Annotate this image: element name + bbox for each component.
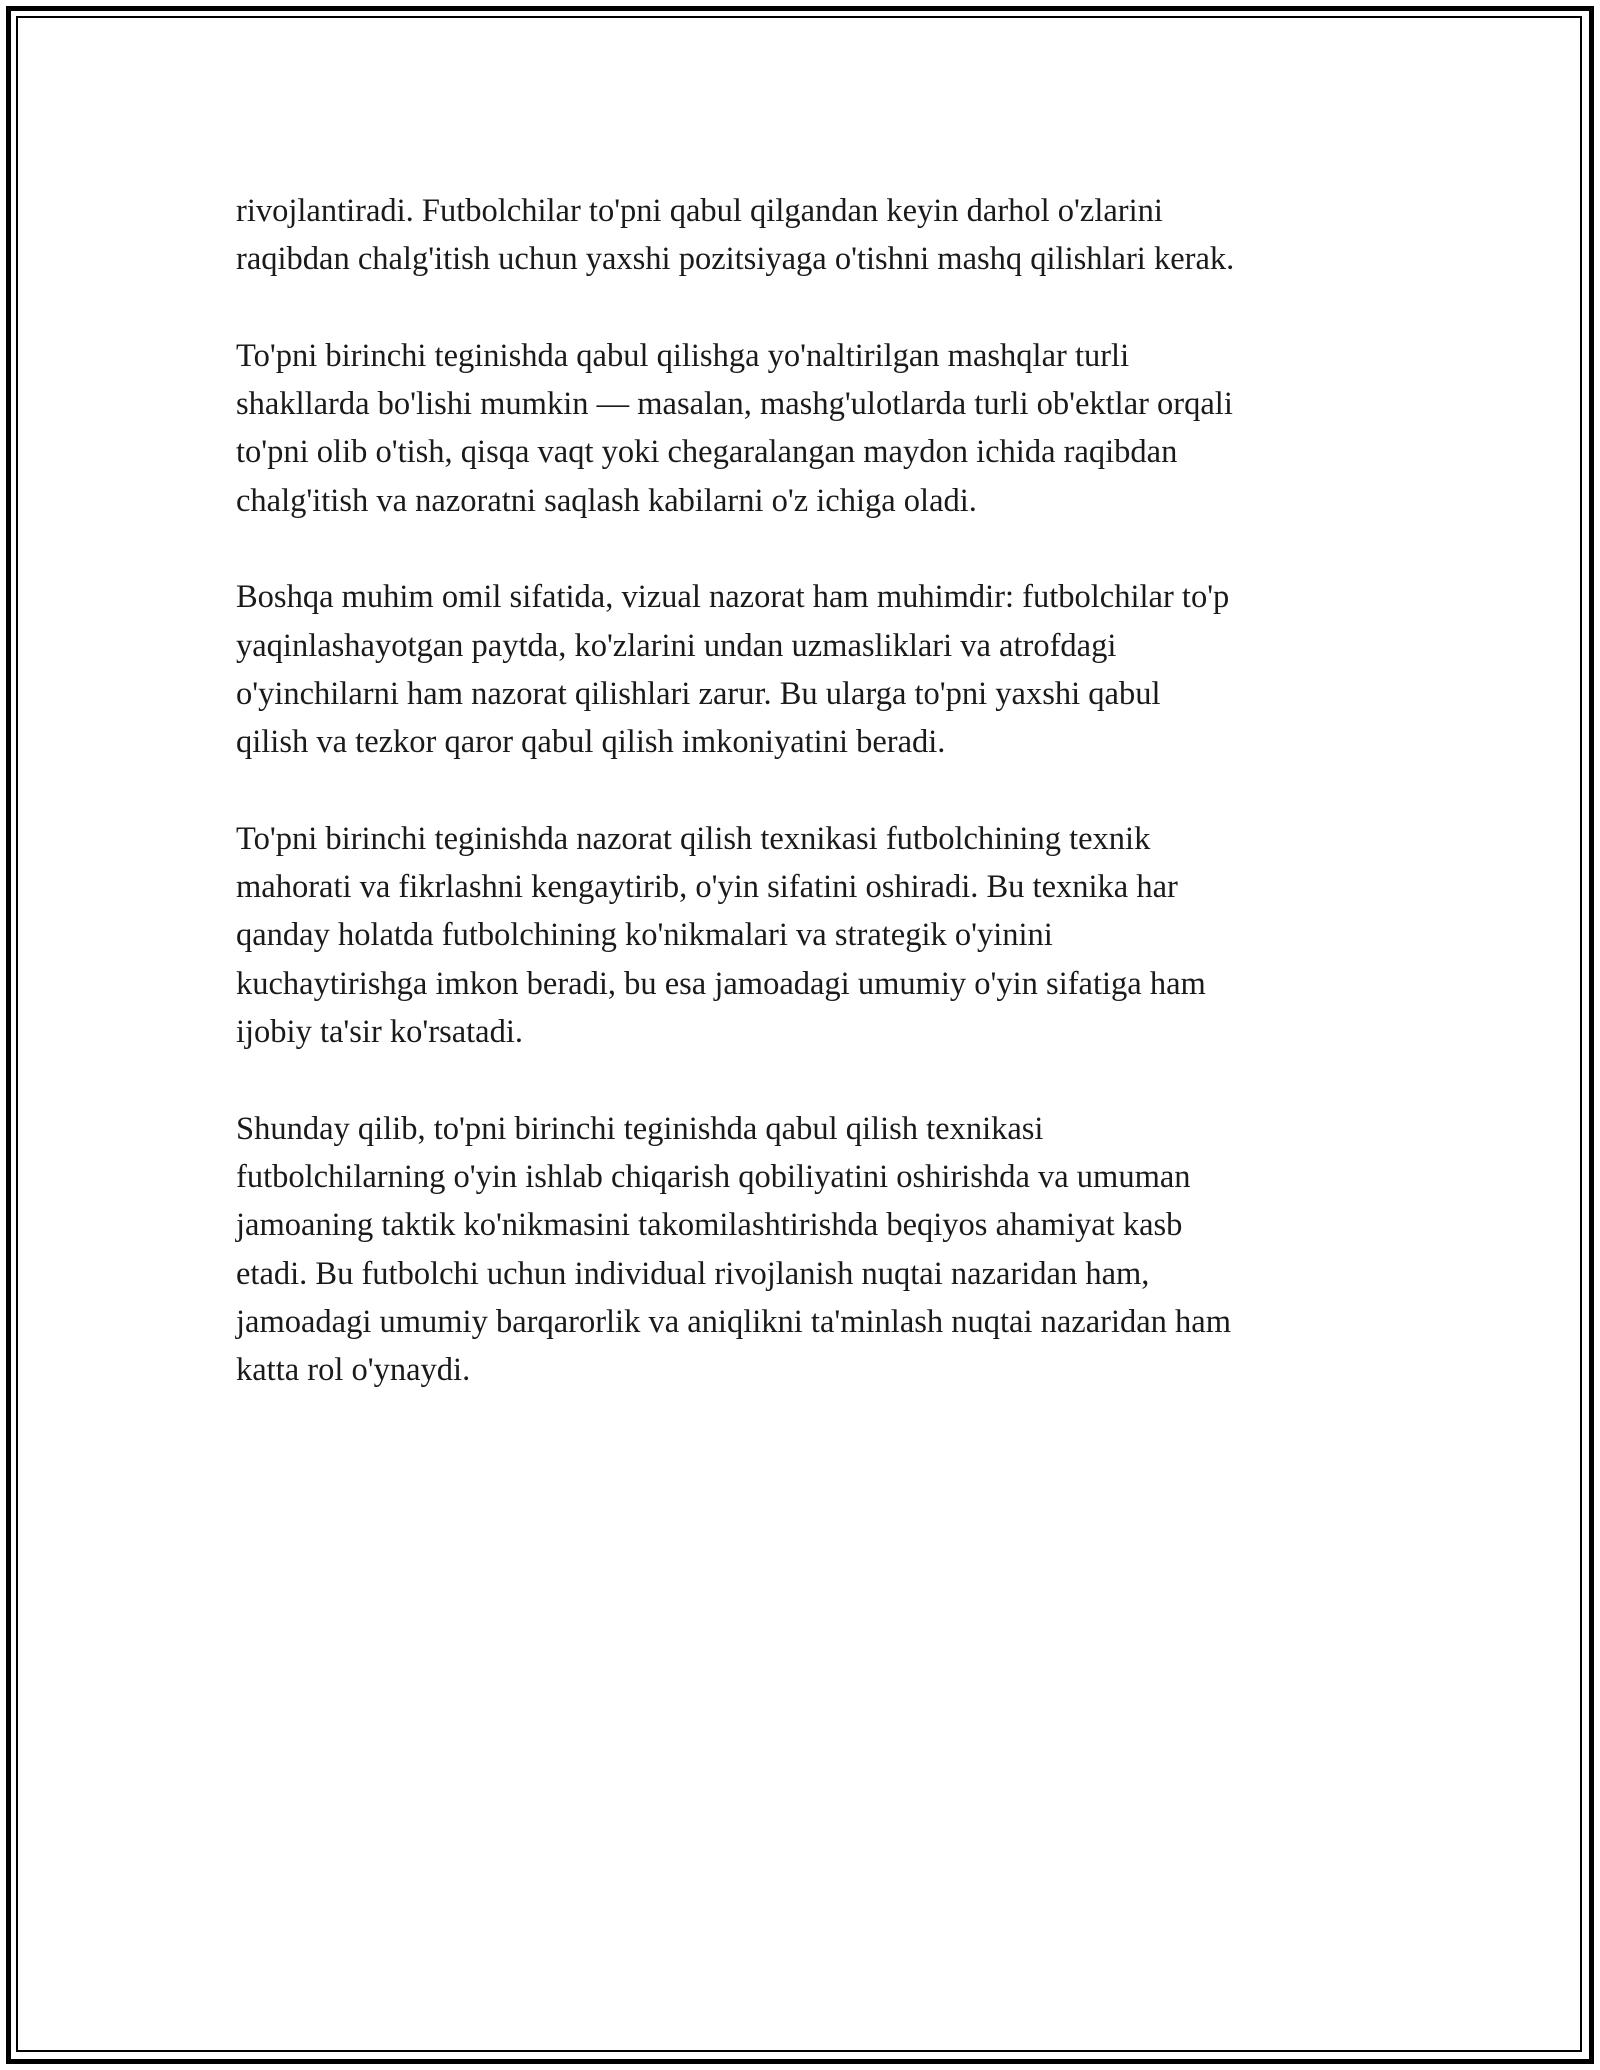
paragraph-3 (236, 573, 1386, 766)
text-line: qanday holatda futbolchining ko'nikmalari va strategik o'yinini (236, 917, 1053, 954)
paragraph-2 (236, 332, 1386, 525)
text-line: Boshqa muhim omil sifatida, vizual nazorat ham muhimdir: futbolchilar to'p (236, 579, 1230, 616)
text-line: to'pni olib o'tish, qisqa vaqt yoki chegaralangan maydon ichida raqibdan (236, 434, 1178, 471)
paragraph-4 (236, 815, 1386, 1056)
paragraph-5 (236, 1105, 1386, 1395)
text-line: qilish va tezkor qaror qabul qilish imkoniyatini beradi. (236, 724, 946, 761)
document-body (236, 187, 1386, 1443)
text-line: Shunday qilib, to'pni birinchi teginishda qabul qilish texnikasi (236, 1110, 1044, 1147)
text-line: katta rol o'ynaydi. (236, 1352, 471, 1389)
text-line: rivojlantiradi. Futbolchilar to'pni qabul qilgandan keyin darhol o'zlarini (236, 193, 1163, 229)
text-line: kuchaytirishga imkon beradi, bu esa jamoadagi umumiy o'yin sifatiga ham (236, 965, 1206, 1002)
paragraph-1 (236, 187, 1386, 284)
text-line: shakllarda bo'lishi mumkin — masalan, mashg'ulotlarda turli ob'ektlar orqali (236, 386, 1233, 423)
text-line: yaqinlashayotgan paytda, ko'zlarini undan uzmasliklari va atrofdagi (236, 627, 1117, 664)
text-line: jamoadagi umumiy barqarorlik va aniqlikni ta'minlash nuqtai nazaridan ham (236, 1303, 1232, 1340)
text-line: chalg'itish va nazoratni saqlash kabilarni o'z ichiga oladi. (236, 482, 977, 519)
text-line: raqibdan chalg'itish uchun yaxshi pozitsiyaga o'tishni mashq qilishlari kerak. (236, 241, 1235, 278)
text-line: To'pni birinchi teginishda nazorat qilish texnikasi futbolchining texnik (236, 820, 1151, 857)
text-line: jamoaning taktik ko'nikmasini takomilashtirishda beqiyos ahamiyat kasb (236, 1207, 1183, 1244)
text-line: mahorati va fikrlashni kengaytirib, o'yin sifatini oshiradi. Bu texnika har (236, 869, 1178, 906)
text-line: etadi. Bu futbolchi uchun individual rivojlanish nuqtai nazaridan ham, (236, 1255, 1150, 1292)
text-line: To'pni birinchi teginishda qabul qilishga yo'naltirilgan mashqlar turli (236, 337, 1130, 374)
text-line: o'yinchilarni ham nazorat qilishlari zarur. Bu ularga to'pni yaxshi qabul (236, 675, 1161, 712)
text-line: ijobiy ta'sir ko'rsatadi. (236, 1014, 524, 1051)
text-line: futbolchilarning o'yin ishlab chiqarish qobiliyatini oshirishda va umuman (236, 1158, 1191, 1195)
